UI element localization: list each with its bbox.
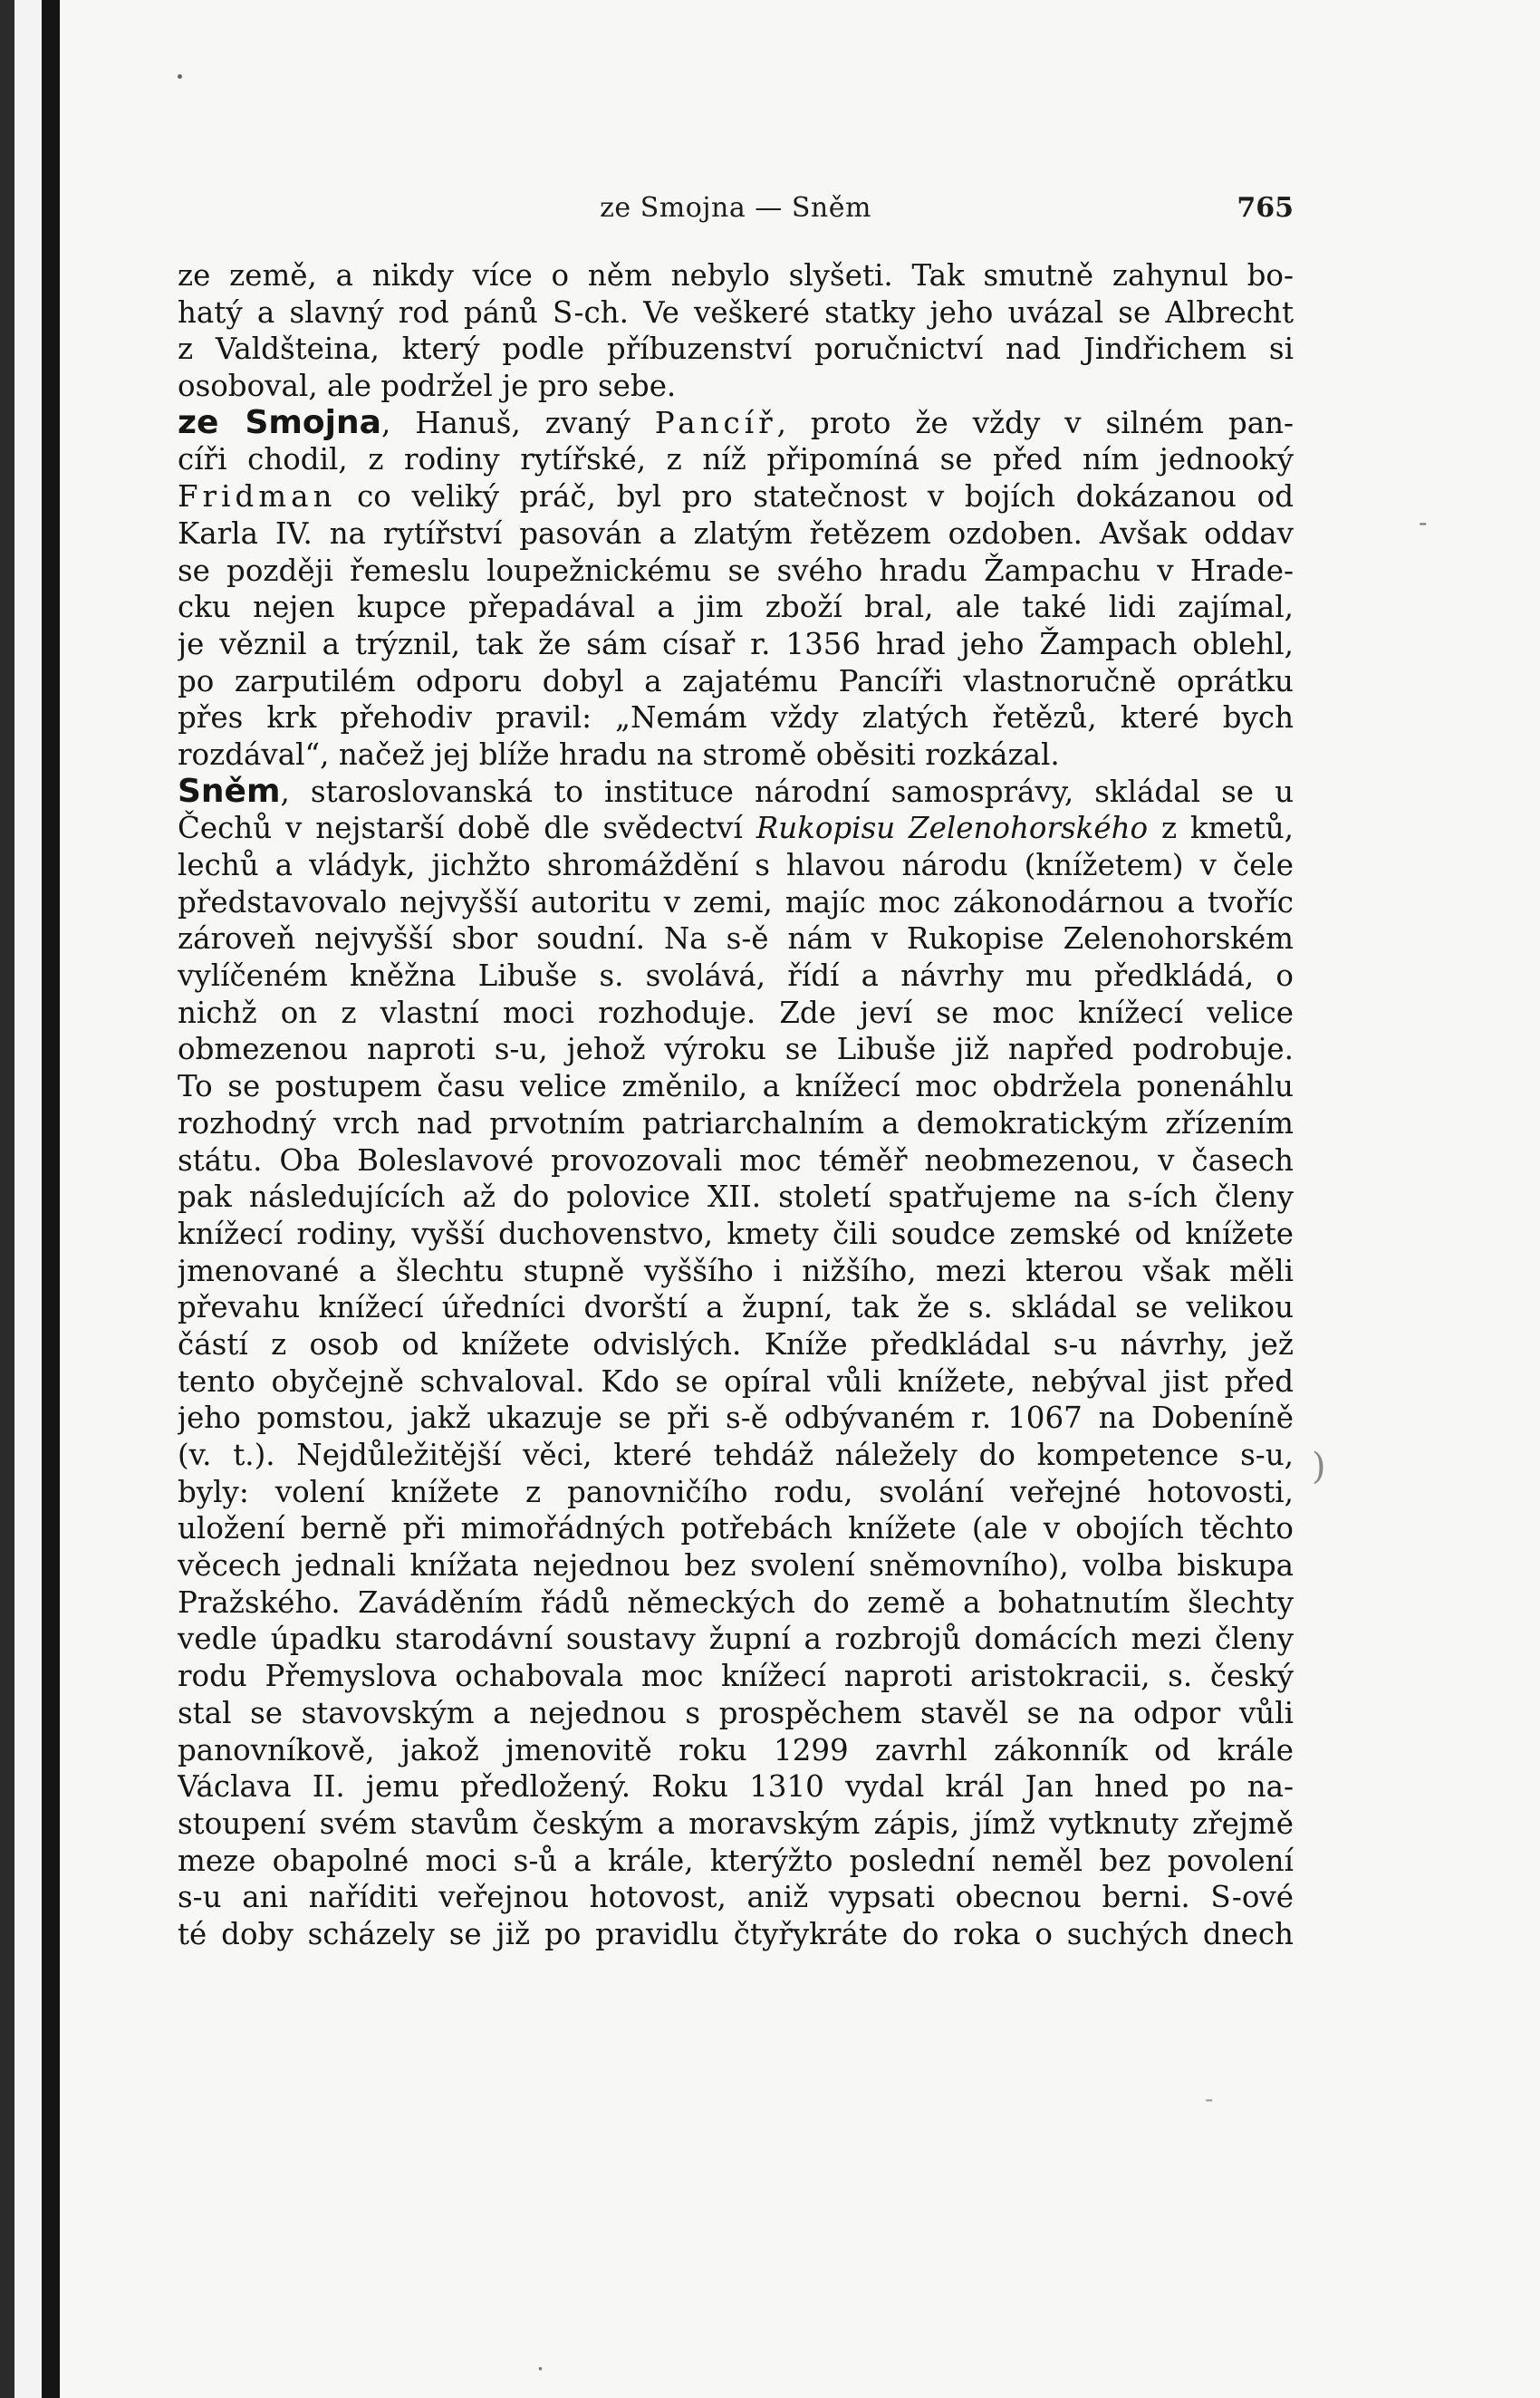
spaced-name: Fridman (178, 479, 337, 515)
text-line: té doby scházely se již po pravidlu čtyřykráte do roka o suchých dnech (178, 1916, 1294, 1951)
text-line: To se postupem času velice změnilo, a knížecí moc obdržela ponenáhlu (178, 1069, 1294, 1104)
margin-mark: - (1419, 507, 1428, 537)
margin-mark: - (1205, 2084, 1214, 2114)
text-line: meze obapolné moci s-ů a krále, kterýžto poslední neměl bez povolení (178, 1843, 1294, 1878)
page-speck (178, 74, 182, 79)
text-line: po zarputilém odporu dobyl a zajatému Pancíři vlastnoručně oprátku (178, 663, 1294, 698)
text-line: rozhodný vrch nad prvotním patriarchalním a demokratickým zřízením (178, 1105, 1294, 1141)
running-header (178, 192, 1294, 228)
page-number: 765 (1237, 192, 1294, 224)
book-binding (42, 0, 60, 2398)
text-line: hatý a slavný rod pánů S-ch. Ve veškeré statky jeho uvázal se Albrecht (178, 294, 1294, 330)
text-line: ze země, a nikdy více o něm nebylo slyšeti. Tak smutně zahynul bo- (178, 258, 1294, 293)
text-line: (v. t.). Nejdůležitější věci, které tehdáž náležely do kompetence s-u, (178, 1438, 1294, 1472)
text-line: Karla IV. na rytířství pasován a zlatým řetězem ozdoben. Avšak oddav (178, 515, 1294, 551)
text-line: byly: volení knížete z panovničího rodu, svolání veřejné hotovosti, (178, 1474, 1294, 1509)
entry-start-snem: Sněm, staroslovanská to instituce národní samosprávy, skládal se u (178, 773, 1294, 810)
entry-headword: ze Smojna (178, 404, 381, 441)
text-line: se později řemeslu loupežnickému se svého hradu Žampachu v Hrade- (178, 553, 1294, 588)
text-line: lechů a vládyk, jichžto shromáždění s hlavou národu (knížetem) v čele (178, 848, 1294, 882)
text-line: věcech jednali knížata nejednou bez svolení sněmovního), volba biskupa (178, 1548, 1294, 1584)
text-line: státu. Oba Boleslavové provozovali moc téměř neobmezenou, v časech (178, 1142, 1294, 1178)
text-line: knížecí rodiny, vyšší duchovenstvo, kmety čili soudce zemské od knížete (178, 1216, 1294, 1251)
entry-headword: Sněm (178, 773, 281, 810)
text-line: osoboval, ale podržel je pro sebe. (178, 369, 677, 404)
text-line: cíři chodil, z rodiny rytířské, z níž připomíná se před ním jednooký (178, 442, 1294, 477)
body-text (178, 257, 1294, 1953)
text-line: přes krk přehodiv pravil: „Nemám vždy zlatých řetězů, které bych (178, 700, 1294, 736)
text-line: je věznil a trýznil, tak že sám císař r. 1356 hrad jeho Žampach oblehl, (178, 626, 1294, 661)
text-line: stal se stavovským a nejednou s prospěchem stavěl se na odpor vůli (178, 1695, 1294, 1730)
text-line: částí z osob od knížete odvislých. Kníže předkládal s-u návrhy, jež (178, 1326, 1294, 1362)
text-line: nichž on z vlastní moci rozhoduje. Zde jeví se moc knížecí velice (178, 995, 1294, 1030)
text-line: jeho pomstou, jakž ukazuje se při s-ě odbývaném r. 1067 na Dobeníně (178, 1401, 1294, 1436)
text-line: pak následujících až do polovice XII. století spatřujeme na s-ích členy (178, 1180, 1294, 1215)
entry-start-ze-smojna: ze Smojna, Hanuš, zvaný Pancíř, proto že vždy v silném pan- (178, 404, 1294, 441)
text-line: Fridman co veliký práč, byl pro statečnost v bojích dokázanou od (178, 479, 1294, 515)
facing-page-strip (14, 0, 42, 2398)
text-line: Václava II. jemu předložený. Roku 1310 vydal král Jan hned po na- (178, 1769, 1294, 1805)
text-line: zároveň nejvyšší sbor soudní. Na s-ě nám v Rukopise Zelenohorském (178, 921, 1294, 957)
text-line: tento obyčejně schvaloval. Kdo se opíral vůli knížete, nebýval jist před (178, 1363, 1294, 1399)
text-line: převahu knížecí úředníci dvorští a župní, tak že s. skládal se velikou (178, 1290, 1294, 1325)
text-line: uložení berně při mimořádných potřebách knížete (ale v obojích těchto (178, 1511, 1294, 1546)
scan-edge-dark (0, 0, 14, 2398)
text-line: vedle úpadku starodávní soustavy župní a rozbrojů domácích mezi členy (178, 1622, 1294, 1657)
text-line: z Valdšteina, který podle příbuzenství poručnictví nad Jindřichem si (178, 332, 1294, 367)
running-header-title: ze Smojna — Sněm (600, 192, 871, 224)
text-line: vylíčeném kněžna Libuše s. svolává, řídí a návrhy mu předkládá, o (178, 958, 1294, 994)
italic-title: Rukopisu Zelenohorského (756, 811, 1149, 846)
text-line: obmezenou naproti s-u, jehož výroku se Libuše již napřed podrobuje. (178, 1032, 1294, 1067)
margin-mark: ) (1312, 1446, 1326, 1488)
text-line: s-u ani naříditi veřejnou hotovost, aniž vypsati obecnou berni. S-ové (178, 1880, 1294, 1915)
text-line: stoupení svém stavům českým a moravským zápis, jímž vytknuty zřejmě (178, 1806, 1294, 1841)
text-line: Čechů v nejstarší době dle svědectví Rukopisu Zelenohorského z kmetů, (178, 811, 1294, 846)
margin-mark: . (536, 2346, 544, 2376)
text-line: panovníkově, jakož jmenovitě roku 1299 zavrhl zákonník od krále (178, 1732, 1294, 1767)
spaced-name: Pancíř (654, 405, 777, 440)
text-line: představovalo nejvyšší autoritu v zemi, majíc moc zákonodárnou a tvoříc (178, 884, 1294, 920)
text-line: jmenované a šlechtu stupně vyššího i nižšího, mezi kterou však měli (178, 1253, 1294, 1288)
text-line: rozdával“, načež jej blíže hradu na stromě oběsiti rozkázal. (178, 737, 1060, 772)
text-line: rodu Přemyslova ochabovala moc knížecí naproti aristokracii, s. český (178, 1659, 1294, 1694)
text-line: cku nejen kupce přepadával a jim zboží bral, ale také lidi zajímal, (178, 590, 1294, 625)
text-line: Pražského. Zaváděním řádů německých do země a bohatnutím šlechty (178, 1584, 1294, 1620)
